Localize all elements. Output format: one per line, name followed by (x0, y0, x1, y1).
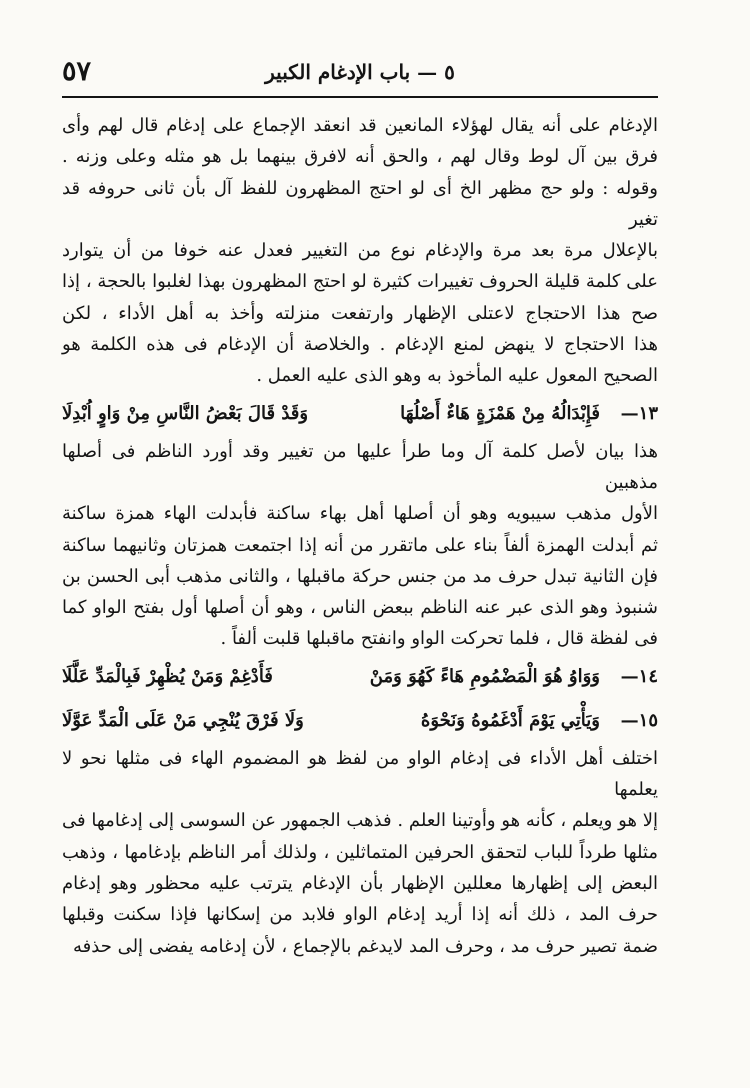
text-line: حرف المد ، ذلك أنه إذا أريد إدغام الواو فلابد من إسكانها فإذا سكنت وقبلها (62, 904, 658, 926)
verse-first-hemistich: وَيَأْتِي يَوْمَ أَدْغَمُوهُ وَنَحْوَهُ (420, 710, 600, 732)
verse-second-hemistich: وَقَدْ قَالَ بَعْضُ النَّاسِ مِنْ وَاوٍ اُبْدِلَا (62, 403, 309, 425)
text-line: البعض إلى إظهارها معللين الإظهار بأن الإدغام يترتب عليه محظور وهو إدغام (62, 872, 658, 894)
text-line: بالإعلال مرة بعد مرة والإدغام نوع من التغيير فعدل عنه خوفا من أن يتوارد (62, 240, 658, 262)
text-line: صح هذا الاحتجاج لاعتلى الإظهار وارتفعت منزلته وأخذ به أهل الأداء ، لكن (62, 302, 658, 324)
header-rule (62, 96, 658, 98)
verse-first-hemistich: وَوَاوُ هُوَ الْمَضْمُومِ هَاءً كَهُوَ وَمَنْ (369, 666, 600, 688)
text-line: إلا هو ويعلم ، كأنه هو وأوتينا العلم . فذهب الجمهور عن السوسى إلى إدغامها فى (62, 810, 658, 832)
text-line: وقوله : ولو حج مظهر الخ أى لو احتج المظهرون للفظ آل بأن ثانى حروفه قد تغير (62, 177, 658, 230)
verse-first-hemistich: فَإِبْدَالُهُ مِنْ هَمْزَةٍ هَاءٌ أَصْلُهَا (400, 403, 600, 425)
text-line: على كلمة قليلة الحروف تغييرات كثيرة لو احتج المظهرون بهذا لغلبوا بالحجة ، إذا (62, 271, 658, 293)
text-line: الصحيح المعول عليه المأخوذ به وهو الذى عليه العمل . (256, 365, 658, 387)
text-line: فإن الثانية تبدل حرف مد من جنس حركة ماقبلها ، والثانى مذهب أبى الحسن بن (62, 565, 658, 587)
paragraph-3 (62, 743, 658, 962)
chapter-title: ٥ — باب الإدغام الكبير (265, 60, 455, 84)
text-line: هذا الاحتجاج لا ينهض لمنع الإدغام . والخلاصة أن الإدغام فى هذه الكلمة هو (62, 334, 658, 356)
text-line: ثم أبدلت الهمزة ألفاً بناء على ماتقرر من أنه إذا اجتمعت همزتان وثانيهما ساكنة (62, 534, 658, 556)
verse-number: ١٤— (620, 666, 658, 688)
text-line: مثلها طرداً للباب لتحقق الحرفين المتماثلين ، ولذلك أمر الناظم بإدغامها ، وذهب (62, 841, 658, 863)
paragraph-1 (62, 110, 658, 392)
text-line: الإدغام على أنه يقال لهؤلاء المانعين قد انعقد الإجماع على إدغام قال لهم وأى (62, 115, 658, 136)
paragraph-2 (62, 436, 658, 655)
text-line: فى لفظة قال ، فلما تحركت الواو وانفتح ماقبلها قلبت ألفاً . (220, 628, 658, 650)
text-line: اختلف أهل الأداء فى إدغام الواو من لفظ هو المضموم الهاء فى مثلها نحو لا يعلمها (62, 747, 658, 801)
verse-14 (62, 655, 658, 699)
verse-number: ١٣— (620, 403, 658, 425)
page-number: ٥٧ (62, 56, 92, 87)
text-line: ضمة تصير حرف مد ، وحرف المد لايدغم بالإجماع ، لأن إدغامه يفضى إلى حذفه (73, 935, 658, 957)
verse-number: ١٥— (620, 710, 658, 732)
text-line: الأول مذهب سيبويه وهو أن أصلها أهل بهاء ساكنة فأبدلت الهاء همزة ساكنة (62, 503, 658, 525)
page-body (62, 110, 658, 962)
text-line: هذا بيان لأصل كلمة آل وما طرأ عليها من تغيير وقد أورد الناظم فى أصلها مذهبين (62, 440, 658, 493)
verse-15 (62, 699, 658, 743)
running-header (62, 50, 658, 94)
text-line: شنبوذ وهو الذى عبر عنه الناظم ببعض الناس ، وهو أن أصلها أول بفتح الواو كما (62, 597, 659, 619)
verse-13 (62, 392, 658, 436)
verse-second-hemistich: فَأَدْغِمْ وَمَنْ يُظْهِرْ فَبِالْمَدِّ عَلَّلَا (62, 666, 273, 688)
text-line: فرق بين آل لوط وقال لهم ، والحق أنه لافرق بينهما بل هو مثله وعلى وزنه . (62, 146, 658, 168)
verse-second-hemistich: وَلَا فَرْقَ يُنْجِي مَنْ عَلَى الْمَدِّ عَوَّلَا (62, 710, 304, 732)
